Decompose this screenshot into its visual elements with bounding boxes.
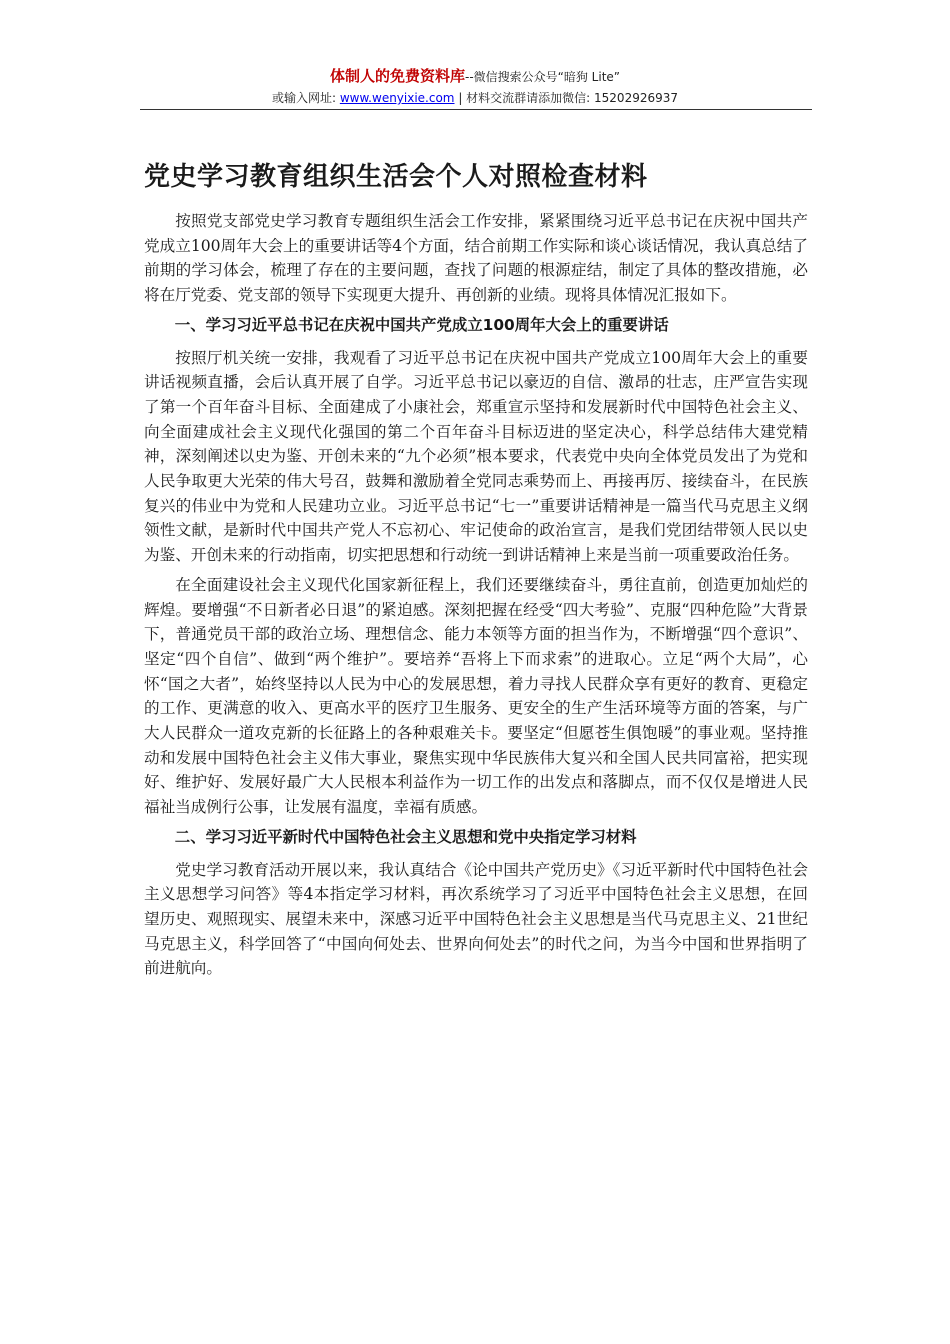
header-url-prefix: 或输入网址:	[271, 91, 340, 105]
intro-paragraph: 按照党支部党史学习教育专题组织生活会工作安排，紧紧围绕习近平总书记在庆祝中国共产党成立100周年大会上的重要讲话等4个方面，结合前期工作实际和谈心谈话情况，我认真总结了前期的学习体会，梳理了存在的主要问题，查找了问题的根源症结，制定了具体的整改措施，必将在厅党委、党支部的领导下实现更大提升、再创新的业绩。现将具体情况汇报如下。	[144, 212, 808, 305]
header-line-1	[140, 66, 810, 87]
document-title: 党史学习教育组织生活会个人对照检查材料	[144, 162, 648, 192]
section-1-paragraph-2: 在全面建设社会主义现代化国家新征程上，我们还要继续奋斗，勇往直前，创造更加灿烂的辉煌。要增强“不日新者必日退”的紧迫感。深刻把握在经受“四大考验”、克服“四种危险”大背景下，普通党员干部的政治立场、理想信念、能力本领等方面的担当作为，不断增强“四个意识”、坚定“四个自信”、做到“两个维护”。要培养“吾将上下而求索”的进取心。立足“两个大局”，心怀“国之大者”，始终坚持以人民为中心的发展思想，着力寻找人民群众享有更好的教育、更稳定的工作、更满意的收入、更高水平的医疗卫生服务、更安全的生产生活环境等方面的答案，与广大人民群众一道攻克新的长征路上的各种艰难关卡。要坚定“但愿苍生俱饱暖”的事业观。坚持推动和发展中国特色社会主义伟大事业，聚焦实现中华民族伟大复兴和全国人民共同富裕，把实现好、维护好、发展好最广大人民根本利益作为一切工作的出发点和落脚点，而不仅仅是增进人民福祉当成例行公事，让发展有温度，幸福有质感。	[144, 575, 808, 817]
header-tagline: --微信搜索公众号“暗狗 Lite”	[464, 70, 621, 84]
section-1-paragraph-1: 按照厅机关统一安排，我观看了习近平总书记在庆祝中国共产党成立100周年大会上的重要讲话视频直播，会后认真开展了自学。习近平总书记以豪迈的自信、激昂的壮志，庄严宣告实现了第一个百年奋斗目标、全面建成了小康社会，郑重宣示坚持和发展新时代中国特色社会主义、向全面建成社会主义现代化强国的第二个百年奋斗目标迈进的坚定决心，科学总结伟大建党精神，深刻阐述以史为鉴、开创未来的“九个必须”根本要求，代表党中央向全体党员发出了为党和人民争取更大光荣的伟大号召，鼓舞和激励着全党同志乘势而上、再接再厉、接续奋斗，在民族复兴的伟业中为党和人民建功立业。习近平总书记“七一”重要讲话精神是一篇当代马克思主义纲领性文献，是新时代中国共产党人不忘初心、牢记使命的政治宣言，是我们党团结带领人民以史为鉴、开创未来的行动指南，切实把思想和行动统一到讲话精神上来是当前一项重要政治任务。	[144, 348, 808, 565]
header-divider	[140, 109, 812, 110]
header-contact: | 材料交流群请添加微信: 15202926937	[454, 91, 679, 105]
section-1-heading: 一、学习习近平总书记在庆祝中国共产党成立100周年大会上的重要讲话	[174, 315, 669, 334]
header-brand: 体制人的免费资料库	[329, 67, 465, 85]
page-header	[140, 66, 810, 107]
section-2-heading: 二、学习习近平新时代中国特色社会主义思想和党中央指定学习材料	[174, 827, 637, 846]
header-url-link[interactable]: www.wenyixie.com	[339, 91, 455, 105]
document-body	[144, 209, 808, 986]
section-2-paragraph-1: 党史学习教育活动开展以来，我认真结合《论中国共产党历史》《习近平新时代中国特色社会主义思想学习问答》等4本指定学习材料，再次系统学习了习近平中国特色社会主义思想，在回望历史、观照现实、展望未来中，深感习近平中国特色社会主义思想是当代马克思主义、21世纪马克思主义，科学回答了“中国向何处去、世界向何处去”的时代之问，为当今中国和世界指明了前进航向。	[144, 860, 808, 978]
header-line-2	[140, 89, 810, 107]
